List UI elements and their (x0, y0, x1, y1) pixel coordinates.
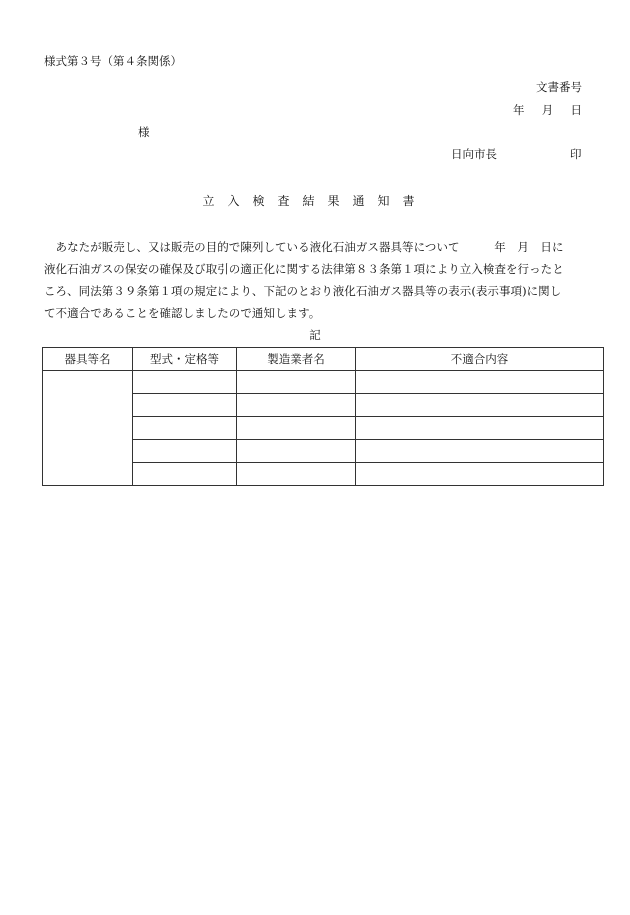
manufacturer-cell[interactable] (237, 394, 356, 417)
date-line (513, 102, 582, 118)
model-cell[interactable] (133, 440, 237, 463)
seal-mark: 印 (570, 147, 582, 161)
manufacturer-cell[interactable] (237, 371, 356, 394)
model-cell[interactable] (133, 394, 237, 417)
header-model-rating: 型式・定格等 (133, 348, 237, 371)
manufacturer-cell[interactable] (237, 417, 356, 440)
manufacturer-cell[interactable] (237, 440, 356, 463)
header-nonconformity: 不適合内容 (356, 348, 604, 371)
document-title: 立入検査結果通知書 (202, 194, 428, 208)
ki-heading: 記 (309, 328, 321, 342)
header-item-name: 器具等名 (43, 348, 133, 371)
model-cell[interactable] (133, 463, 237, 486)
table-row (43, 371, 604, 394)
date-month: 月 (541, 103, 554, 117)
issuer-name: 日向市長 (451, 147, 497, 161)
manufacturer-cell[interactable] (237, 463, 356, 486)
model-cell[interactable] (133, 371, 237, 394)
items-table (42, 347, 604, 486)
nonconformity-cell[interactable] (356, 417, 604, 440)
date-day: 日 (570, 103, 582, 117)
nonconformity-cell[interactable] (356, 394, 604, 417)
table-header-row (43, 348, 604, 371)
form-number: 様式第３号（第４条関係） (44, 54, 182, 68)
body-line-3: ころ、同法第３９条第１項の規定により、下記のとおり液化石油ガス器具等の表示(表示事項)に関し (44, 284, 562, 298)
body-line-1: あなたが販売し、又は販売の目的で陳列している液化石油ガス器具等について 年 月 日に (44, 240, 564, 254)
nonconformity-cell[interactable] (356, 463, 604, 486)
item-name-cell[interactable] (43, 371, 133, 486)
body-paragraph (44, 236, 584, 324)
body-line-2: 液化石油ガスの保安の確保及び取引の適正化に関する法律第８３条第１項により立入検査を行ったと (44, 262, 564, 276)
nonconformity-cell[interactable] (356, 440, 604, 463)
nonconformity-cell[interactable] (356, 371, 604, 394)
model-cell[interactable] (133, 417, 237, 440)
document-number-label: 文書番号 (536, 80, 582, 94)
body-line-4: て不適合であることを確認しましたので通知します。 (44, 306, 321, 320)
date-year: 年 (513, 103, 525, 117)
addressee-suffix: 様 (138, 125, 150, 139)
header-manufacturer: 製造業者名 (237, 348, 356, 371)
